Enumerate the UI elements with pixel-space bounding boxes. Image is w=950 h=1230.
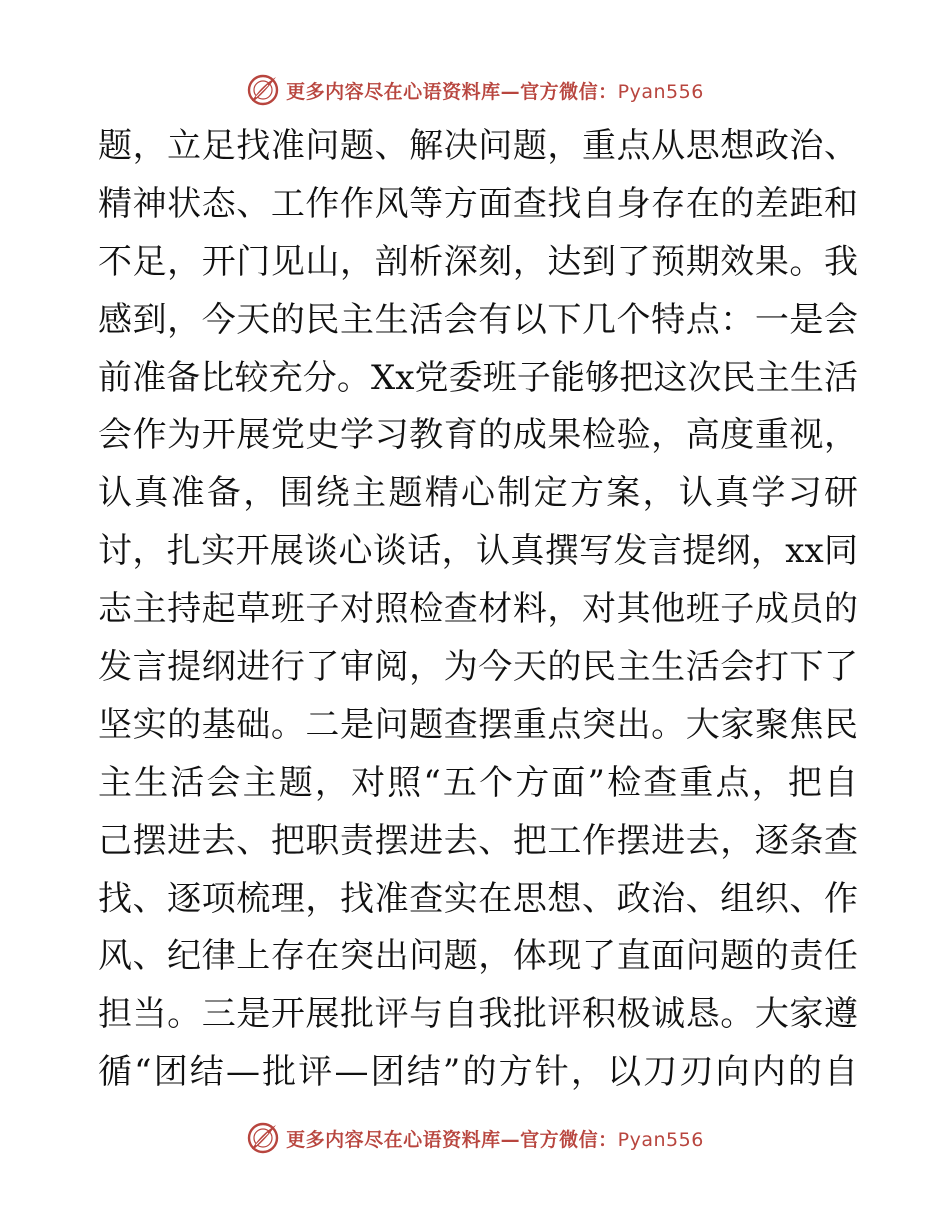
- text-line: 志主持起草班子对照检查材料，对其他班子成员的: [98, 589, 858, 630]
- feather-pen-logo-icon: [246, 73, 280, 107]
- text-line: 己摆进去、把职责摆进去、把工作摆进去，逐条查: [98, 820, 858, 861]
- text-line: 会作为开展党史学习教育的成果检验，高度重视，: [98, 415, 858, 456]
- text-line: 讨，扎实开展谈心谈话，认真撰写发言提纲，xx同: [98, 531, 858, 572]
- text-line: 发言提纲进行了审阅，为今天的民主生活会打下了: [98, 647, 858, 688]
- text-line: 找、逐项梳理，找准查实在思想、政治、组织、作: [98, 878, 858, 919]
- feather-pen-logo-icon: [246, 1121, 280, 1155]
- text-line: 风、纪律上存在突出问题，体现了直面问题的责任: [98, 936, 858, 977]
- text-line: 循“团结—批评—团结”的方针，以刀刃向内的自: [98, 1052, 858, 1093]
- text-line: 不足，开门见山，剖析深刻，达到了预期效果。我: [98, 241, 858, 282]
- footer-watermark: [0, 1118, 950, 1158]
- text-line: 感到，今天的民主生活会有以下几个特点：一是会: [98, 299, 858, 340]
- text-line: 前准备比较充分。Xx党委班子能够把这次民主生活: [98, 357, 858, 398]
- document-body: [98, 118, 858, 1102]
- text-line: 题，立足找准问题、解决问题，重点从思想政治、: [98, 126, 858, 166]
- watermark-text: 更多内容尽在心语资料库—官方微信：Pyan556: [286, 80, 704, 103]
- text-line: 坚实的基础。二是问题查摆重点突出。大家聚焦民: [98, 704, 858, 745]
- header-watermark: [0, 70, 950, 110]
- text-line: 担当。三是开展批评与自我批评积极诚恳。大家遵: [98, 994, 858, 1035]
- text-line: 主生活会主题，对照“五个方面”检查重点，把自: [98, 762, 858, 803]
- text-line: 认真准备，围绕主题精心制定方案，认真学习研: [98, 473, 858, 514]
- text-line: 精神状态、工作作风等方面查找自身存在的差距和: [98, 183, 858, 224]
- watermark-text: 更多内容尽在心语资料库—官方微信：Pyan556: [286, 1128, 704, 1151]
